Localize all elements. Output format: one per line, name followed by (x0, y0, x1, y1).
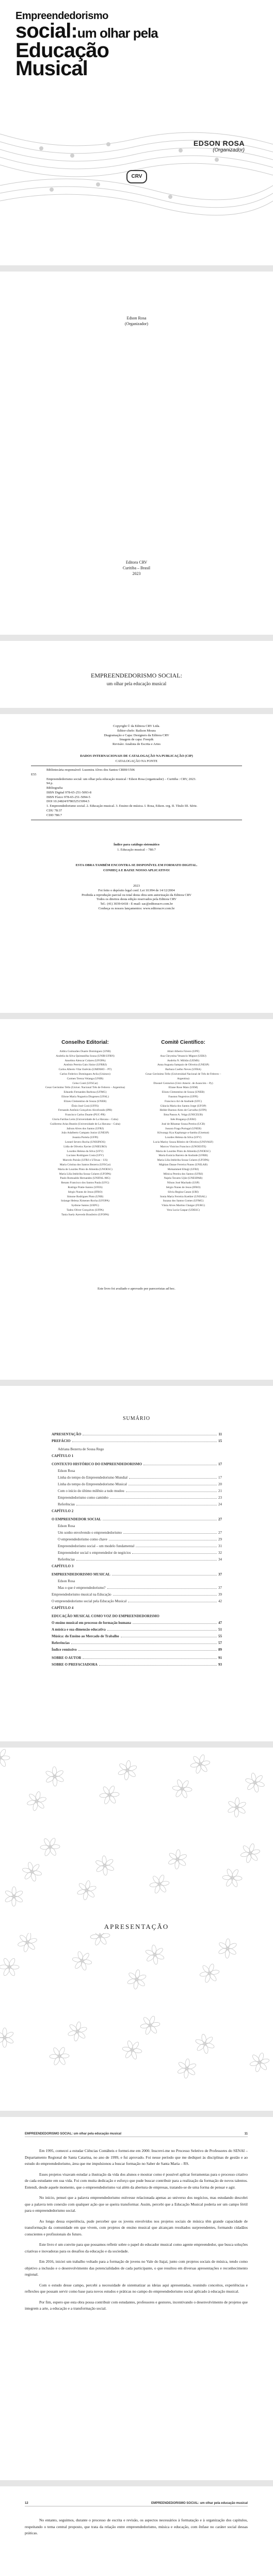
toc-leader (76, 1502, 217, 1505)
toc-leader (107, 1586, 217, 1589)
board-right-column (139, 1040, 227, 1213)
cover-title-line4: Musical (15, 57, 88, 80)
catalog-line: E55 (31, 772, 37, 776)
titlepage-title: EMPREENDEDORISMO SOCIAL: (90, 672, 182, 679)
board-member: José de Ribamar Sousa Pereira (UCB) (161, 1122, 205, 1126)
board-member: Helder Buenos Aires de Carvalho (UFPI) (159, 1109, 207, 1112)
toc-entry-page: 47 (218, 1621, 222, 1625)
toc-entry-page: 55 (218, 1634, 222, 1638)
toc-entry-title: Edson Rosa (58, 1579, 75, 1583)
toc-entry-page: 21 (218, 1489, 222, 1493)
board-member: Celso Conti (UFSCar) (72, 1081, 98, 1085)
board-member: João Adalberto Campato Junior (UNESP) (61, 1131, 109, 1135)
board-member: Anna Augusta Sampaio de Oliveira (UNESP) (157, 1063, 210, 1067)
toc-entry-title: Com o início do último milênio a tudo mudou (58, 1489, 124, 1493)
title-page (0, 641, 273, 708)
toc-entry-page: 11 (218, 1432, 222, 1436)
page-number: 12 (25, 2502, 28, 2505)
board-member: Míghian Danae Ferreira Nunes (UNILAB) (158, 1163, 208, 1166)
credits-phone: Tel.: (41) 3039-6418 - E-mail: sac@editoracrv.com.br (100, 902, 173, 906)
board-member: Ana Chrystina Venancio Mignot (UERJ) (160, 1054, 206, 1058)
toc-entry-page: 15 (218, 1439, 222, 1443)
titlepage-subtitle: um olhar pela educação musical (106, 681, 167, 686)
toc-entry[interactable] (52, 1606, 222, 1610)
board-member: Gloria Fariñas León (Universidade de La Havana – Cuba) (52, 1117, 118, 1121)
toc-entry[interactable] (52, 1517, 222, 1521)
toc-entry[interactable] (58, 1544, 222, 1548)
toc-entry-title: CAPÍTULO 3 (52, 1564, 74, 1568)
board-member: Antônio Pereira Gaio Júnior (UFRRJ) (63, 1063, 107, 1067)
board-member: Josania Portela (UFPI) (72, 1136, 99, 1140)
board-member: Lourdes Helena da Silva (UFV) (165, 1136, 202, 1140)
toc-leader (83, 1656, 217, 1659)
apresentacao-divider-page (0, 1748, 273, 2111)
toc-entry-title: Um sonho envolvendo o empreendedorismo (58, 1531, 122, 1535)
toc-entry-title: Adriana Bezerra de Sousa Rego (58, 1447, 104, 1451)
toc-entry-page: 29 (218, 1537, 222, 1541)
board-member: Gláucia Maria dos Santos Jorge (UFOP) (160, 1104, 206, 1108)
toc-entry[interactable] (58, 1537, 222, 1541)
toc-entry-title: EDUCAÇÃO MUSICAL COMO VOZ DO EMPREENDEDORISMO (52, 1614, 159, 1618)
catalog-line: ISBN Físico 978-65-251-5094-5 (46, 795, 90, 799)
cover-title-line2: social:um olhar pela (15, 20, 158, 42)
board-member: Altair Alberto Fávero (UPF) (167, 1050, 200, 1053)
publisher-logo: CRV (126, 170, 147, 183)
board-member: Fernando Antônio Gonçalves Alcoforado (IPB) (58, 1109, 113, 1112)
toc-leader (121, 1634, 217, 1637)
board-member: Sérgio Nunes de Jesus (IFRO) (166, 1185, 201, 1189)
toc-entry-title: CAPÍTULO 4 (52, 1606, 74, 1610)
toc-entry[interactable] (58, 1489, 222, 1493)
toc-leader (143, 1462, 217, 1465)
board-member: Lourdes Helena da Silva (UFV) (67, 1149, 104, 1153)
credits-diagram: Diagramação e Capa: Designers da Editora CRV (104, 733, 169, 737)
toc-entry[interactable] (58, 1476, 222, 1480)
board-member: Sydione Santos (UEPG) (71, 1204, 99, 1208)
body-paragraph: No início, pensei que a palavra empreendedorismo estivesse relacionada apenas ao universo dos negócios, mas estudando descobri que a palavra tem conexão com qualquer ação que se queira transformar. Assim, percebi que a Educação Musical poderia ser um campo fértil para o empreendedorismo social. (25, 2195, 248, 2213)
half-title-page (0, 272, 273, 635)
board-member: Silvia Regina Canan (URI) (168, 1190, 199, 1194)
board-member: Marcelo Paixão (UFRJ e UTexas – US) (62, 1159, 108, 1162)
credits-proibida: Proibida a reprodução parcial ou total desta obra sem autorização da Editora CRV (82, 893, 191, 897)
toc-entry-title: O ensino musical em processo de formação humana (52, 1621, 132, 1625)
board-member: Eliane Rose Maio (UEM) (168, 1086, 198, 1090)
board-left-heading: Conselho Editorial: (61, 1040, 109, 1045)
toc-entry-title: Linha do tempo do Empreendedorismo Mundial (58, 1476, 128, 1480)
toc-entry-title: Referências (52, 1641, 70, 1645)
toc-entry-title: Índice remissivo (52, 1648, 77, 1652)
board-member: Maria de Lourdes Pinto de Almeida (UNOESC) (156, 1149, 211, 1153)
toc-entry-title: Empreendedorismo musical na Educação (52, 1592, 111, 1597)
toc-leader (76, 1557, 217, 1561)
toc-leader (123, 1531, 217, 1534)
toc-entry-title: Edson Rosa (58, 1469, 75, 1473)
toc-entry-title: EMPREENDEDORISMO MUSICAL (52, 1572, 110, 1577)
board-member: Mônica Pereira dos Santos (UFRJ) (163, 1172, 203, 1176)
digital-notice: ESTA OBRA TAMBÉM ENCONTRA-SE DISPONÍVEL EM FORMATO DIGITAL. (75, 863, 198, 867)
toc-entry-title: Linha do tempo do Empreendedorismo Musical (58, 1482, 127, 1486)
board-member: Elizeu Clementino de Souza (UNEB) (162, 1091, 205, 1094)
halftitle-year: 2023 (132, 571, 141, 576)
catalog-line: 94 p. (46, 782, 53, 786)
toc-leader (78, 1648, 217, 1651)
toc-page (0, 1386, 273, 1741)
board-member: Luciano Rodrigues Costa (UFV) (67, 1154, 104, 1158)
board-member: Mohammed Elhajji (UFRJ) (167, 1167, 199, 1171)
toc-entry[interactable] (52, 1439, 222, 1443)
board-member: Andréia N. Militão (UEMS) (167, 1059, 200, 1062)
index-line: 1. Educação musical – 780.7 (117, 848, 156, 852)
toc-leader (132, 1551, 217, 1554)
index-heading: Índice para catálogo sistemático (113, 843, 159, 846)
board-member: Jussara Fraga Portugal (UNEB) (165, 1127, 201, 1130)
toc-entry-title: SOBRE O PREFACIADORA (52, 1663, 98, 1667)
board-member: Carmen Tereza Velanga (UNIR) (67, 1077, 104, 1080)
credits-rights: Todos os direitos desta edição reservados pela Editora CRV (97, 897, 176, 902)
halftitle-author: Edson Rosa (126, 316, 147, 320)
toc-leader (129, 1482, 217, 1485)
board-member: Sérgio Nunes de Jesus (IFRO) (68, 1190, 103, 1194)
toc-entry-page: 51 (218, 1628, 222, 1632)
board-member: Vânia Alves Martins Chaigar (FURG) (161, 1204, 205, 1208)
board-member: Carlos Alberto Vilar Estêvão (UMINHO – PT) (58, 1068, 112, 1072)
toc-heading: SUMÁRIO (122, 1416, 151, 1421)
toc-entry-page: 39 (218, 1592, 222, 1597)
board-member: Suzana dos Santos Gomes (UFMG) (163, 1199, 204, 1203)
page-separator (0, 708, 273, 714)
toc-entry[interactable] (58, 1447, 222, 1451)
board-member: Rodrigo Pratte-Santos (UFES) (68, 1185, 103, 1189)
toc-entry-title: Edson Rosa (58, 1524, 75, 1528)
toc-entry[interactable] (58, 1579, 222, 1583)
board-member: Francisco Carlos Duarte (PUC-PR) (65, 1113, 105, 1117)
author-role: (Organizador) (213, 147, 245, 153)
toc-entry[interactable] (52, 1648, 222, 1652)
board-member: Carlos Federico Dominguez Avila (Unieuro) (60, 1072, 110, 1076)
board-note: Este livro foi avaliado e aprovado por pareceristas ad hoc. (98, 1287, 175, 1291)
toc-entry[interactable] (58, 1531, 222, 1535)
author-name: EDSON ROSA (193, 139, 245, 147)
toc-entry[interactable] (52, 1656, 222, 1660)
toc-leader (110, 1496, 217, 1499)
board-member: Marcos Vinicius Francisco (UNOESTE) (160, 1145, 206, 1148)
board-member: Elizeu Clementino de Souza (UNEB) (63, 1099, 107, 1103)
toc-entry[interactable] (52, 1564, 222, 1568)
toc-leader (133, 1621, 217, 1624)
body-paragraph: Em 2016, iniciei um trabalho voltado para a formação de jovens no Vale do Itajaí, junto com projetos sociais de música, tendo como objetivo a inclusão e o desenvolvimento das potencialidades de cada participante, o que resultou em diversas apresentações e reconhecimento regional. (25, 2259, 248, 2277)
toc-entry-title: Empreendedorismo como caminho (58, 1496, 108, 1500)
board-member: Maria Lília Imbiriba Sousa Colares (UFOPA) (59, 1172, 111, 1176)
board-member: Paulo Romualdo Hernandes (UNIFAL-MG) (60, 1177, 110, 1180)
toc-entry[interactable] (52, 1462, 222, 1466)
toc-entry-page: 93 (218, 1663, 222, 1667)
text-page-12 (0, 2486, 273, 2576)
board-left-column (41, 1040, 129, 1217)
toc-entry-title: SOBRE O AUTOR (52, 1656, 82, 1660)
toc-entry-page: 37 (218, 1572, 222, 1577)
toc-entry-page: 31 (218, 1544, 222, 1548)
page-separator (0, 265, 273, 272)
page-separator (0, 1380, 273, 1386)
toc-entry-page: 89 (218, 1648, 222, 1652)
board-member: Jailson Alves dos Santos (UFRJ) (66, 1127, 104, 1130)
toc-entry[interactable] (58, 1557, 222, 1562)
catalog-record (31, 766, 242, 820)
toc-entry[interactable] (52, 1454, 222, 1458)
toc-entry-page: 17 (218, 1476, 222, 1480)
catalog-line: 1. Empreendedorismo social. 2. Educação musical. 3. Ensino de música. I. Rosa, Edson. org. II. Título III. Série. (46, 804, 198, 808)
toc-entry[interactable] (52, 1628, 222, 1632)
toc-entry-title: Referências (58, 1502, 75, 1506)
credits-image: Imagem de capa: Freepik (119, 738, 154, 742)
board-member: Sonia Maria Ferreira Koehler (UNISAL) (159, 1195, 207, 1198)
toc-entry-page: 27 (218, 1531, 222, 1535)
credits-page (0, 714, 273, 1013)
halftitle-publisher: Editora CRV (125, 560, 148, 565)
toc-entry[interactable] (52, 1614, 222, 1618)
toc-entry-page: 23 (218, 1496, 222, 1500)
toc-leader (103, 1517, 217, 1520)
board-member: Solange Helena Ximenes-Rocha (UFOPA) (60, 1199, 110, 1203)
toc-leader (128, 1599, 217, 1602)
credits-editor: Editor-chefe: Railson Moura (117, 728, 156, 733)
toc-leader (109, 1537, 217, 1540)
toc-entry-title: CAPÍTULO 1 (52, 1454, 74, 1458)
toc-entry-page: 27 (218, 1517, 222, 1521)
catalog-line: Bibliotecária responsável: Luzenira Alves dos Santos CRB9/1506 (46, 768, 135, 772)
toc-entry-title: Música: do Ensino ao Mercado de Trabalho (52, 1634, 119, 1638)
toc-leader (112, 1572, 217, 1575)
catalog-line: Empreendedorismo social: um olhar pela educação musical / Edson Rosa (organizador) – Curitiba : CRV, 2023. (46, 777, 197, 781)
credits-copyright: Copyright © da Editora CRV Ltda. (113, 724, 160, 728)
board-member: Simone Rodrigues Pinto (UNB) (67, 1195, 104, 1198)
toc-entry-title: A música e sua dimensão educativa (52, 1628, 106, 1632)
toc-entry-title: CAPÍTULO 2 (52, 1509, 74, 1513)
toc-entry[interactable] (52, 1641, 222, 1645)
toc-entry[interactable] (58, 1502, 222, 1506)
board-member: Elione Maria Nogueira Diogenes (UFAL) (61, 1095, 109, 1098)
board-member: Aldira Guimarães Duarte Domínguez (UNB) (59, 1050, 111, 1053)
toc-entry-page: 42 (218, 1599, 222, 1603)
page12-body (25, 2517, 248, 2541)
toc-leader (126, 1489, 217, 1492)
credits-revision: Revisão: Analista de Escrita e Artes (113, 742, 160, 747)
toc-entry[interactable] (58, 1586, 222, 1590)
board-member: Barbara Coelho Neves (UFBA) (165, 1068, 201, 1072)
toc-entry[interactable] (52, 1634, 222, 1638)
board-member: Andréia da Silva Quintanilha Sousa (UNIR/UFRN) (56, 1054, 115, 1058)
toc-leader (72, 1439, 217, 1442)
board-member: Tadeu Oliver Gonçalves (UFPA) (67, 1208, 104, 1212)
body-paragraph: Por fim, espero que esta obra possa contribuir com estudantes, professores e gestores, incentivando o desenvolvimento de projetos que integrem a arte, a educação e a transformação social. (25, 2299, 248, 2311)
toc-entry-page: 37 (218, 1586, 222, 1590)
board-member: Najela Tavares Ujiie (UNESPAR) (164, 1177, 203, 1180)
board-member: Guillermo Arias Beatón (Universidade de La Havana – Cuba) (50, 1122, 120, 1126)
toc-entry-title: O empreendedorismo social pela Educação Musical (52, 1599, 127, 1603)
toc-entry[interactable] (52, 1621, 222, 1625)
toc-entry-title: APRESENTAÇÃO (52, 1432, 82, 1436)
apresentacao-body (25, 2148, 248, 2316)
catalog-line: DOI 10.24824/978652515094.5 (46, 800, 90, 804)
board-member: Maria de Lourdes Pinto de Almeida (UNOESC) (58, 1167, 113, 1171)
catalog-subheading: CATALOGAÇÃO NA FONTE (115, 759, 158, 763)
board-member: Tania Suely Azevedo Brasileiro (UFOPA) (61, 1213, 109, 1216)
toc-entry-title: Referências (58, 1557, 75, 1562)
editorial-board-page (0, 1019, 273, 1380)
body-paragraph: No entanto, seguimos, durante o processo de escrita e revisão, os aspectos necessários à formatação e à organização dos capítulos, respeitando o tema central proposto, que trata da relação entre empreendedorismo, música e educação, com ênfase no caráter social dessas práticas. (25, 2518, 248, 2535)
toc-entry[interactable] (52, 1592, 222, 1597)
toc-entry-page: 32 (218, 1551, 222, 1555)
toc-entry[interactable] (58, 1482, 222, 1486)
cover-page (0, 0, 273, 265)
catalog-line: Bibliografia (46, 786, 63, 790)
apresentacao-text-page (0, 2117, 273, 2480)
toc-leader (107, 1628, 217, 1631)
toc-entry-title: O empreendedorismo como chave (58, 1537, 107, 1541)
body-paragraph: Este livro é um convite para que possamos refletir sobre o papel do educador musical como agente empreendedor, que busca soluções criativas e inovadoras para os desafios da educação e da sociedade. (25, 2242, 248, 2253)
board-right-members (139, 1049, 227, 1213)
board-member: Inês Bragança (UERJ) (170, 1117, 196, 1121)
page-separator (0, 1013, 273, 1019)
board-member: Diosnel Centurion (Univ Americ. de Asunción – Py) (153, 1081, 213, 1085)
board-member: Cesar Gerónimo Tello (Univer. Nacional Três de Febrero – Argentina) (45, 1086, 125, 1090)
credits-year: 2023 (133, 884, 140, 888)
running-head: EMPREENDEDORISMO SOCIAL: um olhar pela educação musical 11 (25, 2132, 248, 2137)
body-paragraph: Esses projetos visavam estudar a ilustração da vida dos alunos e mostrar como é possível aplicar ferramentas para o processo criativo de cada estudante em sua vida. Foi com muita dedicação e esforço que pude buscar contribuir para a realização da formação de novos talentos. Entendi, desde aquele momento, que o empreendedorismo vai além da abertura de empresas, tratando-se de uma forma de pensar e agir. (25, 2172, 248, 2190)
board-member: Nilson José Machado (USP) (167, 1181, 200, 1185)
board-member: Maria Eurácia Barreto de Andrade (UFRB) (158, 1154, 208, 1158)
page-separator (0, 1741, 273, 1748)
body-paragraph: Em 1995, comecei a estudar Ciências Contábeis e formei-me em 2000. Inscrevi-me no Processo Seletivo de Professores do SENAI – Departamento Regional de Santa Catarina, no ano de 1999, e fui aprovado. Foi nesse período que me dediquei às disciplinas de gestão e ao estudo do empreendedorismo, área que me impulsionou a buscar formação no Saber de Santa Maria – RS. (25, 2148, 248, 2166)
board-left-members (41, 1049, 129, 1217)
toc-entry-page: 57 (218, 1641, 222, 1645)
toc-entry-title: PREFÁCIO (52, 1439, 71, 1443)
board-right-heading: Comitê Científico: (161, 1040, 205, 1045)
toc-entry-page: 24 (218, 1502, 222, 1506)
cover-title-line1: Empreendedorismo (15, 10, 108, 22)
app-notice: CONHEÇA E BAIXE NOSSO APLICATIVO! (103, 869, 170, 872)
board-member: Fauston Negreiros (UFPI) (168, 1095, 198, 1098)
body-paragraph: Ao longo dessa experiência, pude perceber que os jovens envolvidos nos projetos sociais de música têm grande capacidade de transformação da comunidade em que vivem, com projetos de ensino musical que alcançam resultados surpreendentes, formando cidadãos conscientes e profissionais do futuro. (25, 2218, 248, 2236)
board-member: Leonel Severo Rocha (UNISINOS) (65, 1140, 106, 1144)
toc-leader (113, 1592, 217, 1596)
body-paragraph: Com o estudo desse campo, percebi a necessidade de sistematizar as ideias aqui apresentadas, reunindo conceitos, experiências e reflexões que possam servir como base para novos estudos e práticas no campo do empreendedorismo social aplicado à educação musical. (25, 2282, 248, 2294)
board-member: Maria Lília Imbiriba Sousa Colares (UFOPA) (157, 1159, 210, 1162)
board-member: Renato Francisco dos Santos Paula (UFG) (61, 1181, 109, 1185)
page-separator (0, 2480, 273, 2486)
running-head: 12 EMPREENDEDORISMO SOCIAL: um olhar pela educação musical (25, 2502, 248, 2506)
toc-entry-page: 20 (218, 1482, 222, 1486)
board-member: Francisco Ari de Andrade (UFC) (164, 1099, 202, 1103)
toc-entry[interactable] (58, 1469, 222, 1473)
page-separator (0, 2111, 273, 2117)
toc-leader (99, 1663, 217, 1666)
board-member: Élsio José Corá (UFFS) (71, 1104, 99, 1108)
board-member: Cesar Gerónimo Tello (Universidad Nacional de Três de Febrero – Argentina) (145, 1072, 221, 1080)
board-member: Lídia de Oliveira Xavier (UNIEURO) (63, 1145, 107, 1148)
halftitle-city: Curitiba – Brasil (122, 565, 151, 570)
toc-entry[interactable] (52, 1432, 222, 1436)
toc-entry[interactable] (58, 1496, 222, 1500)
board-member: Vera Lucia Gaspar (UDESC) (167, 1208, 200, 1212)
board-member: Lucia Marisy Souza Ribeiro de Oliveira (UNIVASF) (153, 1140, 214, 1144)
catalog-line: CDU 78:37 (46, 808, 62, 812)
board-member: Kilwangy Kya Kapitango-a-Samba (Unemat) (157, 1131, 210, 1135)
toc-entry[interactable] (58, 1551, 222, 1555)
cover-title-line3: Educação (15, 39, 109, 62)
toc-entry-title: Empreendedor social x empreendedor de negócios (58, 1551, 131, 1555)
toc-entry[interactable] (52, 1509, 222, 1513)
toc-entry-title: Mas o que é empreendedorismo? (58, 1586, 106, 1590)
board-member: Ilma Passos A. Veiga (UNICEUB) (164, 1113, 203, 1117)
toc-leader (129, 1476, 217, 1479)
toc-entry-title: O EMPREENDEDOR SOCIAL (52, 1517, 102, 1521)
toc-entry-page: 91 (218, 1656, 222, 1660)
toc-entry[interactable] (52, 1663, 222, 1667)
credits-site: Conheça os nossos lançamentos: www.editoracrv.com.br (98, 906, 175, 910)
toc-entry-page: 34 (218, 1557, 222, 1562)
toc-entry[interactable] (58, 1524, 222, 1528)
toc-entry-title: CONTEXTO HISTÓRICO DO EMPREENDEDORISMO (52, 1462, 142, 1466)
cover-author (194, 139, 245, 153)
credits-law: Foi feito o depósito legal conf. Lei 10.994 de 14/12/2004 (98, 888, 175, 892)
apresentacao-heading: APRESENTAÇÃO (0, 1921, 273, 1933)
cover-title (15, 10, 158, 78)
toc-leader (71, 1641, 217, 1644)
toc-entry[interactable] (52, 1599, 222, 1603)
toc-leader (83, 1432, 217, 1435)
toc-entry-title: Empreendedorismo social – um modelo fundamental (58, 1544, 135, 1548)
toc-leader (136, 1544, 217, 1547)
page-number: 11 (244, 2132, 248, 2136)
halftitle-role: (Organizador) (124, 321, 149, 326)
board-member: Eduardo Fernandes Barbosa (UFMG) (63, 1091, 107, 1094)
page-separator (0, 635, 273, 641)
catalog-line: ISBN Digital 978-65-251-5093-8 (46, 790, 92, 794)
catalog-heading: DADOS INTERNACIONAIS DE CATALOGAÇÃO NA PUBLICAÇÃO (CIP) (80, 754, 193, 758)
toc-entry[interactable] (52, 1572, 222, 1577)
catalog-line: CDD 780.7 (46, 813, 62, 817)
board-member: Anselmo Alencar Colares (UFOPA) (65, 1059, 106, 1062)
toc-entry-page: 17 (218, 1462, 222, 1466)
board-member: Maria Cristina dos Santos Bezerra (UFSCar) (59, 1163, 111, 1166)
